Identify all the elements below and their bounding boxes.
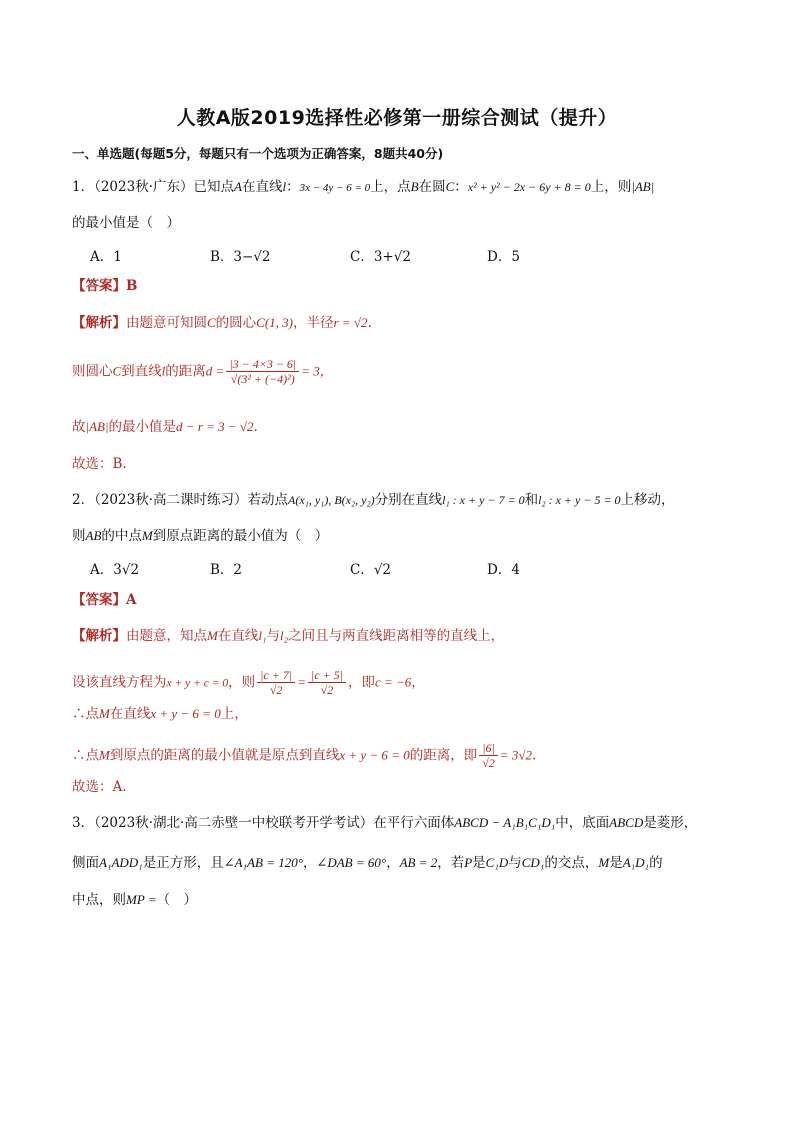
- analysis-math: l₂: [279, 628, 289, 643]
- q2-points: A(x₁, y₁), B(x₂, y₂): [288, 493, 375, 507]
- answer-value: A: [126, 592, 137, 608]
- analysis-text: 在直线: [217, 628, 259, 644]
- q1-stem-line1: [72, 178, 654, 197]
- q1-text: 上，点: [370, 179, 411, 195]
- q2-stem-line1: [72, 491, 675, 509]
- q1-text: 1．（2023秋·广东）已知点: [72, 179, 234, 195]
- q3-math: A₁D₁: [622, 855, 650, 870]
- distance-fraction: [226, 357, 299, 387]
- q3-math: CD₁: [521, 855, 545, 870]
- q3-text: 是: [472, 855, 486, 871]
- analysis-math: = 3，: [301, 363, 333, 379]
- q1-text: 上，则: [590, 179, 632, 195]
- answer-value: B: [126, 278, 138, 294]
- analysis-math: l₁: [258, 628, 267, 643]
- q3-text: ，: [386, 855, 400, 871]
- q1-stem-line2: 的最小值是（ ）: [72, 215, 180, 231]
- section-heading: 一、单选题(每题5分，每题只有一个选项为正确答案，8题共40分): [72, 146, 444, 161]
- q1-point-b: B: [410, 179, 419, 194]
- analysis-text: ，即: [347, 674, 375, 691]
- q2-text: 分别在直线: [374, 492, 443, 508]
- q3-text: 中，底面: [555, 815, 610, 831]
- analysis-text: 的最小值是: [108, 419, 177, 435]
- fraction-denominator: √(3² + (−4)²): [230, 372, 295, 386]
- analysis-text: 由题意，知点: [126, 628, 207, 644]
- q1-text: ：: [454, 179, 468, 195]
- q1-text: ：: [286, 179, 300, 195]
- analysis-text: ∴点: [72, 706, 99, 722]
- q2-analysis-line2: [72, 668, 425, 698]
- q1-analysis-line1: [72, 314, 372, 332]
- analysis-math: |AB|: [85, 419, 109, 434]
- q1-text: 在圆: [418, 179, 446, 195]
- q1-option-a: A．1: [90, 249, 122, 265]
- analysis-text: 之间且与两直线距离相等的直线上，: [288, 628, 505, 644]
- q3-math: ∠A₁AB = 120°: [223, 855, 303, 870]
- analysis-math: C: [207, 315, 216, 330]
- q2-math: AB: [85, 528, 102, 543]
- analysis-text: .: [253, 419, 258, 435]
- fraction-numerator: |c + 7|: [257, 668, 295, 683]
- q3-math: A₁ADD₁: [99, 855, 143, 870]
- q1-option-b: B．3−√2: [210, 249, 271, 265]
- q3-stem-line2: [72, 854, 663, 872]
- analysis-math: l: [161, 363, 166, 379]
- q1-analysis-line3: [72, 418, 258, 436]
- fraction-numerator: |c + 5|: [308, 668, 346, 683]
- analysis-math: C(1, 3): [256, 315, 294, 330]
- q3-math: C₁D: [485, 855, 509, 870]
- analysis-math: d =: [205, 363, 225, 379]
- analysis-math: M: [99, 706, 110, 721]
- analysis-math: x + y − 6 = 0: [150, 706, 221, 721]
- analysis-text: 到原点的距离的最小值就是原点到直线: [109, 747, 340, 764]
- q3-math: P: [464, 855, 473, 870]
- analysis-math: =: [297, 674, 306, 690]
- analysis-text: 的距离，即: [409, 747, 478, 764]
- analysis-math: M: [99, 747, 110, 763]
- analysis-text: 与: [266, 628, 280, 644]
- q2-text: 则: [72, 528, 86, 544]
- analysis-text: 则圆心: [72, 363, 113, 380]
- q1-circle-equation: x² + y² − 2x − 6y + 8 = 0: [467, 180, 591, 194]
- q1-conclusion: 故选：B.: [72, 456, 127, 472]
- analysis-text: .: [367, 315, 372, 331]
- analysis-text: ，: [411, 674, 425, 691]
- q2-text: 2．（2023秋·高二课时练习）若动点: [72, 492, 288, 508]
- q3-text: ，若: [437, 855, 465, 871]
- analysis-text: 设该直线方程为: [72, 674, 167, 691]
- answer-label: 【答案】: [72, 592, 126, 608]
- q1-circle-c: C: [445, 179, 455, 194]
- q2-stem-line2: [72, 527, 328, 545]
- q2-line-l2: l₂ : x + y − 5 = 0: [538, 493, 621, 507]
- analysis-math: d − r = 3 − √2: [176, 419, 254, 434]
- q2-option-b: B．2: [210, 562, 243, 578]
- q2-answer: [72, 591, 136, 609]
- analysis-math: r = √2: [333, 315, 368, 330]
- analysis-text: 故: [72, 419, 86, 435]
- q3-text: 3．（2023秋·湖北·高二赤壁一中校联考开学考试）在平行六面体: [72, 815, 455, 831]
- fraction-denominator: √2: [320, 683, 334, 697]
- q2-analysis-line1: [72, 627, 504, 645]
- fraction-6: [479, 741, 498, 771]
- q2-option-d: D．4: [487, 562, 520, 578]
- q3-text: 侧面: [72, 855, 99, 871]
- q1-analysis-line2: [72, 357, 333, 387]
- q3-text: 是正方形，且: [142, 855, 224, 871]
- analysis-math: c = −6: [374, 674, 412, 690]
- q2-option-a: A．3√2: [90, 562, 140, 578]
- analysis-text: ，则: [228, 674, 256, 691]
- q2-text: 的中点: [101, 528, 142, 544]
- analysis-math: C: [112, 363, 122, 379]
- q1-answer: [72, 277, 137, 295]
- q3-text: 与: [508, 855, 522, 871]
- q3-text: （ ）: [156, 892, 198, 908]
- fraction-numerator: |6|: [479, 741, 498, 756]
- q2-option-c: C．√2: [350, 562, 392, 578]
- answer-label: 【答案】: [72, 278, 126, 294]
- q3-stem-line3: [72, 891, 197, 909]
- q3-math: ABCD: [609, 815, 644, 830]
- analysis-text: 的圆心: [215, 315, 257, 331]
- q1-line-equation: 3x − 4y − 6 = 0: [299, 182, 371, 194]
- q3-stem-line1: [72, 814, 697, 832]
- analysis-label: 【解析】: [72, 315, 126, 331]
- q1-option-d: D．5: [487, 249, 520, 265]
- analysis-text: 上，: [220, 706, 248, 722]
- q3-text: 中点，则: [72, 892, 126, 908]
- analysis-label: 【解析】: [72, 628, 126, 644]
- q3-math: ABCD − A₁B₁C₁D₁: [454, 815, 556, 830]
- analysis-text: ，半径: [293, 315, 334, 331]
- analysis-math: x + y − 6 = 0: [339, 747, 410, 763]
- q2-math: M: [141, 528, 153, 543]
- analysis-text: 由题意可知圆: [126, 315, 207, 331]
- q2-conclusion: 故选：A.: [72, 779, 127, 795]
- q1-point-a: A: [234, 179, 242, 194]
- q3-text: 是: [609, 855, 623, 871]
- q2-text: 上移动，: [620, 492, 675, 508]
- fraction-numerator: |3 − 4×3 − 6|: [226, 357, 299, 372]
- q3-text: ，: [302, 855, 317, 871]
- q1-abs-ab: |AB|: [631, 179, 655, 194]
- q3-text: 的: [649, 855, 663, 871]
- q1-text: 在直线: [241, 179, 283, 195]
- q3-math: AB = 2: [399, 855, 438, 870]
- page-title: 人教A版2019选择性必修第一册综合测试（提升）: [176, 107, 618, 129]
- fraction-c5: [308, 668, 346, 698]
- analysis-math: x + y + c = 0: [166, 677, 229, 690]
- q2-text: 和: [524, 492, 539, 508]
- q2-analysis-line4: [72, 741, 536, 771]
- q3-math: ∠DAB = 60°: [316, 855, 387, 870]
- analysis-text: .: [531, 747, 537, 764]
- analysis-text: 到直线: [121, 363, 162, 380]
- analysis-math: M: [207, 628, 218, 643]
- fraction-c7: [257, 668, 295, 698]
- fraction-denominator: √2: [482, 756, 495, 770]
- q3-math: MP =: [126, 892, 157, 907]
- q2-text: 到原点距离的最小值为（ ）: [152, 528, 329, 544]
- q2-line-l1: l₁ : x + y − 7 = 0: [442, 493, 525, 507]
- q2-analysis-line3: [72, 705, 248, 723]
- q3-text: 的交点，: [544, 855, 599, 871]
- q3-text: 是菱形，: [643, 815, 698, 831]
- q1-option-c: C．3+√2: [350, 249, 411, 265]
- analysis-text: 的距离: [165, 363, 206, 380]
- analysis-math: = 3√2: [499, 747, 532, 763]
- fraction-denominator: √2: [269, 683, 283, 697]
- q3-math: M: [598, 855, 610, 870]
- analysis-text: 在直线: [109, 706, 151, 722]
- q1-line-l: l: [282, 179, 287, 194]
- analysis-text: ∴点: [72, 747, 99, 764]
